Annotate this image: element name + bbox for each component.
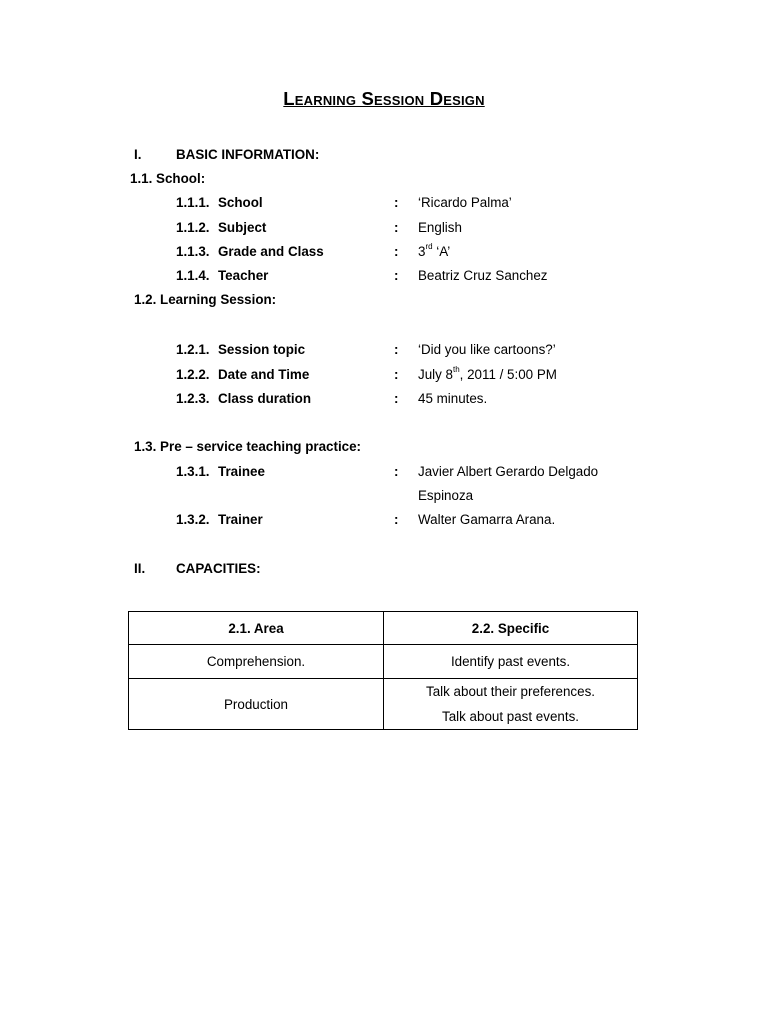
item-value: Walter Gamarra Arana. — [418, 512, 556, 527]
specific-line: Talk about their preferences. — [426, 684, 595, 699]
section-2-heading: CAPACITIES: — [176, 561, 261, 576]
item-label: Trainer — [218, 512, 263, 527]
item-colon: : — [394, 512, 399, 527]
item-colon: : — [394, 244, 399, 259]
section-1-numeral: I. — [134, 147, 142, 162]
area-cell: Comprehension. — [129, 645, 384, 679]
item-value: Beatriz Cruz Sanchez — [418, 268, 548, 283]
item-value — [418, 242, 451, 259]
specific-cell: Identify past events. — [384, 645, 638, 679]
item-number: 1.1.2. — [176, 220, 210, 235]
session-heading: 1.2. Learning Session: — [134, 292, 277, 307]
section-1-heading: BASIC INFORMATION: — [176, 147, 320, 162]
item-value: ‘Ricardo Palma’ — [418, 195, 512, 210]
date-ordinal-suffix: th — [452, 365, 460, 374]
area-cell: Production — [129, 679, 384, 730]
item-value: 45 minutes. — [418, 391, 488, 406]
item-number: 1.3.1. — [176, 464, 210, 479]
table-header-row — [129, 612, 638, 645]
item-number: 1.2.3. — [176, 391, 210, 406]
item-colon: : — [394, 367, 399, 382]
item-colon: : — [394, 268, 399, 283]
capacities-table — [128, 611, 638, 730]
item-value: Javier Albert Gerardo Delgado — [418, 464, 599, 479]
grade-number: 3 — [418, 244, 426, 259]
item-colon: : — [394, 464, 399, 479]
table-row — [129, 645, 638, 679]
item-number: 1.1.1. — [176, 195, 210, 210]
specific-cell — [384, 679, 638, 730]
practice-heading: 1.3. Pre – service teaching practice: — [134, 439, 362, 454]
item-colon: : — [394, 220, 399, 235]
specific-line: Talk about past events. — [442, 709, 579, 724]
item-number: 1.2.2. — [176, 367, 210, 382]
item-value: English — [418, 220, 462, 235]
date-year-time: , 2011 / 5:00 PM — [459, 367, 557, 382]
date-month-day: July 8 — [418, 367, 453, 382]
item-number: 1.3.2. — [176, 512, 210, 527]
item-label: Teacher — [218, 268, 269, 283]
item-colon: : — [394, 342, 399, 357]
item-label: Class duration — [218, 391, 312, 406]
item-value-continued: Espinoza — [418, 488, 474, 503]
item-label: Session topic — [218, 342, 306, 357]
table-row — [129, 679, 638, 730]
item-label: Subject — [218, 220, 267, 235]
item-number: 1.1.4. — [176, 268, 210, 283]
item-label: Trainee — [218, 464, 265, 479]
item-value: ‘Did you like cartoons?’ — [418, 342, 556, 357]
grade-ordinal-suffix: rd — [425, 242, 433, 251]
class-letter: ‘A’ — [432, 244, 451, 259]
item-number: 1.2.1. — [176, 342, 210, 357]
school-heading: 1.1. School: — [130, 171, 206, 186]
document-title: Learning Session Design — [283, 88, 485, 109]
column-header-area: 2.1. Area — [129, 612, 384, 645]
item-value — [418, 365, 557, 382]
column-header-specific: 2.2. Specific — [384, 612, 638, 645]
section-2-numeral: II. — [134, 561, 146, 576]
item-label: Date and Time — [218, 367, 310, 382]
item-colon: : — [394, 195, 399, 210]
item-colon: : — [394, 391, 399, 406]
item-label: Grade and Class — [218, 244, 324, 259]
item-number: 1.1.3. — [176, 244, 210, 259]
item-label: School — [218, 195, 263, 210]
